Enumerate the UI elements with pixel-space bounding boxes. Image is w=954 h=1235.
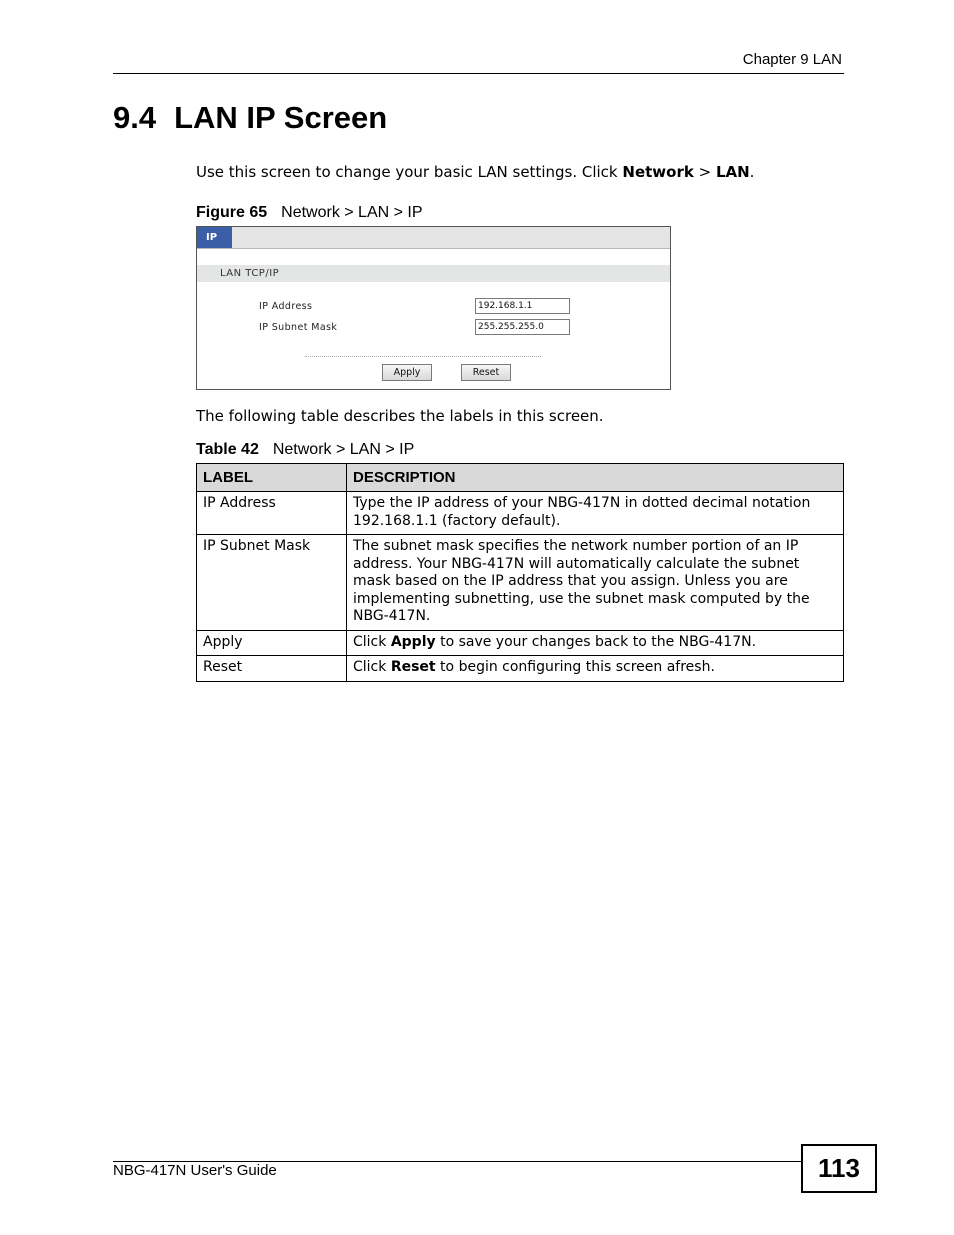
lan-ip-screenshot <box>196 226 671 390</box>
intro-menu-lan: LAN <box>715 163 750 181</box>
page-number: 113 <box>801 1144 877 1193</box>
header-description: DESCRIPTION <box>347 464 844 492</box>
intro-separator: > <box>693 163 716 181</box>
desc-text: to begin configuring this screen afresh. <box>435 659 715 675</box>
row-label: IP Address <box>197 492 347 535</box>
subnet-mask-input[interactable]: 255.255.255.0 <box>475 319 570 335</box>
intro-end: . <box>749 163 755 181</box>
guide-title: NBG-417N User's Guide <box>113 1162 277 1179</box>
subnet-mask-label: IP Subnet Mask <box>259 322 338 333</box>
table-intro-text: The following table describes the labels in this screen. <box>196 407 604 425</box>
tab-bar <box>197 227 670 249</box>
chapter-header: Chapter 9 LAN <box>742 51 842 68</box>
desc-bold: Apply <box>390 633 436 650</box>
row-description <box>347 656 844 682</box>
desc-text: to save your changes back to the NBG-417N. <box>435 633 757 650</box>
reset-button[interactable]: Reset <box>461 364 511 381</box>
row-label: Apply <box>197 630 347 656</box>
table-row <box>197 535 844 631</box>
row-description <box>347 630 844 656</box>
figure-caption-label: Figure 65 <box>196 204 268 221</box>
ip-address-label: IP Address <box>259 301 313 312</box>
apply-button[interactable]: Apply <box>382 364 432 381</box>
desc-bold: Reset <box>390 659 436 675</box>
section-number: 9.4 <box>113 100 157 135</box>
table-caption <box>196 441 414 459</box>
header-rule <box>113 73 844 74</box>
label-description-table <box>196 463 844 682</box>
ip-address-input[interactable]: 192.168.1.1 <box>475 298 570 314</box>
intro-paragraph <box>196 163 754 181</box>
tab-ip[interactable]: IP <box>197 227 232 248</box>
section-title <box>113 100 387 136</box>
row-description: The subnet mask specifies the network number portion of an IP address. Your NBG-417N will automatically calculate the subnet mask based on the IP address that you assign. Unless you are implementing subnetting, use the subnet mask computed by the NBG-417N. <box>347 535 844 631</box>
table-caption-label: Table 42 <box>196 441 259 458</box>
desc-text: Click <box>353 659 391 675</box>
table-row <box>197 656 844 682</box>
lan-tcpip-section-header: LAN TCP/IP <box>197 265 670 282</box>
table-row <box>197 492 844 535</box>
row-label: Reset <box>197 656 347 682</box>
table-row <box>197 630 844 656</box>
figure-caption-text: Network > LAN > IP <box>281 204 423 221</box>
table-header-row <box>197 464 844 492</box>
header-label: LABEL <box>197 464 347 492</box>
figure-caption <box>196 204 423 222</box>
table-caption-text: Network > LAN > IP <box>272 441 415 458</box>
desc-text: Click <box>353 633 391 650</box>
dotted-divider <box>305 356 541 357</box>
row-label: IP Subnet Mask <box>197 535 347 631</box>
row-description: Type the IP address of your NBG-417N in dotted decimal notation 192.168.1.1 (factory default). <box>347 492 844 535</box>
intro-text: Use this screen to change your basic LAN settings. Click <box>196 163 623 181</box>
section-title-text: LAN IP Screen <box>174 100 388 135</box>
intro-menu-network: Network <box>622 163 694 181</box>
